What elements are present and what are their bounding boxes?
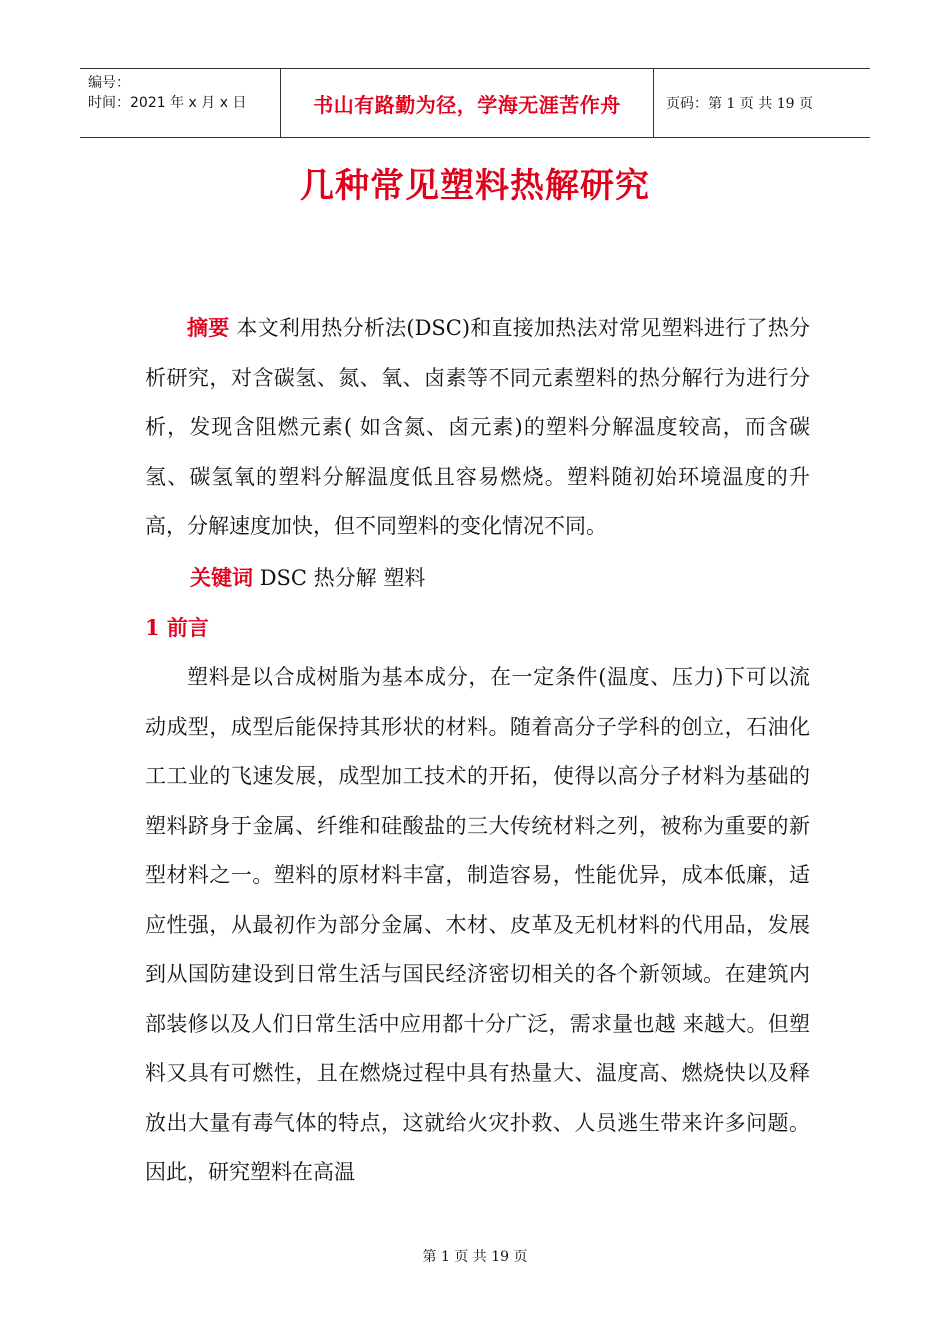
keywords-line	[190, 553, 425, 604]
page-info: 页码：第 1 页 共 19 页	[666, 96, 813, 112]
keywords-text: DSC 热分解 塑料	[259, 566, 426, 590]
intro-block	[145, 653, 810, 1198]
abstract-text: 本文利用热分析法(DSC)和直接加热法对常见塑料进行了热分析研究，对含碳氢、氮、氧、卤素等不同元素塑料的热分解行为进行分析，发现含阻燃元素( 如含氮、卤元素)的塑料分解温度较高，而含碳氢、碳氢氧的塑料分解温度低且容易燃烧。塑料随初始环境温度的升高，分解速度加快，但不同塑料的变化情况不同。	[145, 316, 810, 538]
header-table	[80, 68, 870, 138]
header-meta-cell	[80, 69, 281, 137]
header-motto-cell	[281, 69, 654, 137]
number-label: 编号：	[88, 75, 130, 91]
document-title: 几种常见塑料热解研究	[300, 166, 650, 206]
abstract-label: 摘要	[187, 315, 230, 340]
motto: 书山有路勤为径，学海无涯苦作舟	[313, 92, 621, 117]
header-page-cell	[654, 69, 870, 137]
section-heading: 1 前言	[145, 615, 209, 640]
abstract-paragraph	[145, 303, 810, 552]
time-label: 时间：2021 年 x 月 x 日	[88, 95, 247, 111]
keywords-label: 关键词	[190, 565, 253, 590]
abstract-block	[145, 303, 810, 552]
page-footer: 第 1 页 共 19 页	[422, 1249, 528, 1265]
intro-paragraph: 塑料是以合成树脂为基本成分，在一定条件(温度、压力)下可以流动成型，成型后能保持其形状的材料。随着高分子学科的创立，石油化工工业的飞速发展，成型加工技术的开拓，使得以高分子材料为基础的塑料跻身于金属、纤维和硅酸盐的三大传统材料之列，被称为重要的新型材料之一。塑料的原材料丰富，制造容易，性能优异，成本低廉，适应性强，从最初作为部分金属、木材、皮革及无机材料的代用品，发展到从国防建设到日常生活与国民经济密切相关的各个新领域。在建筑内部装修以及人们日常生活中应用都十分广泛，需求量也越 来越大。但塑料又具有可燃性，且在燃烧过程中具有热量大、温度高、燃烧快以及释放出大量有毒气体的特点，这就给火灾扑救、人员逃生带来许多问题。因此，研究塑料在高温	[145, 665, 810, 1184]
